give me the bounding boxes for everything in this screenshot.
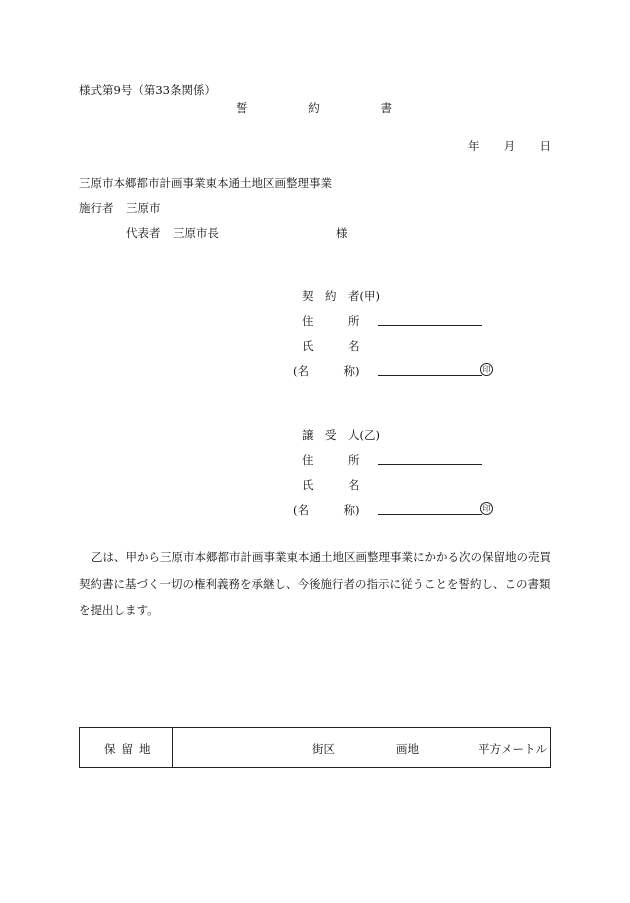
- party-a-heading: 契 約 者(甲): [302, 289, 380, 303]
- area-unit-label: 平方メートル: [478, 742, 547, 756]
- form-number: 様式第9号（第33条関係）: [79, 83, 216, 97]
- title-char-1: 誓: [236, 101, 248, 115]
- reserved-land-label-cell: [80, 728, 173, 767]
- title-char-3: 書: [380, 101, 392, 115]
- pledge-statement: 乙は、甲から三原市本郷都市計画事業東本通土地区画整理事業にかかる次の保留地の売買契約書に基づく一切の権利義務を承継し、今後施行者の指示に従うことを誓約し、この書類を提出します。: [79, 550, 551, 617]
- party-b-address-label: 住 所: [302, 453, 360, 467]
- party-b-address-line: [378, 464, 482, 465]
- date-month-label: 月: [503, 139, 516, 153]
- party-a-name-label: 氏 名: [302, 339, 360, 353]
- lot-unit-label: 画地: [396, 742, 419, 756]
- party-a-corp-label: (名 称): [293, 364, 360, 378]
- party-b-seal-mark: 印: [480, 502, 493, 515]
- party-a-address-label: 住 所: [302, 314, 360, 328]
- executor-value: 三原市: [126, 201, 161, 215]
- party-a-address-line: [378, 325, 482, 326]
- party-a-name-line: [378, 375, 482, 376]
- document-title: [236, 100, 392, 116]
- block-unit-label: 街区: [312, 742, 335, 756]
- party-b-corp-label: (名 称): [293, 503, 360, 517]
- reserved-land-table: [79, 727, 551, 768]
- honorific: 様: [336, 226, 348, 240]
- executor-label: 施行者: [79, 201, 114, 215]
- date-day-label: 日: [539, 139, 551, 153]
- date-year-label: 年: [468, 139, 480, 153]
- party-b-name-label: 氏 名: [302, 478, 360, 492]
- party-b-heading: 譲 受 人(乙): [302, 428, 380, 442]
- title-char-2: 約: [308, 101, 320, 115]
- representative-value: 三原市長: [173, 226, 219, 240]
- party-b-name-line: [378, 514, 482, 515]
- representative-label: 代表者: [126, 226, 161, 240]
- party-a-seal-mark: 印: [480, 363, 493, 376]
- project-name: 三原市本郷都市計画事業東本通土地区画整理事業: [79, 176, 332, 190]
- reserved-land-label: 保留地: [104, 742, 157, 756]
- date-line: [468, 138, 551, 154]
